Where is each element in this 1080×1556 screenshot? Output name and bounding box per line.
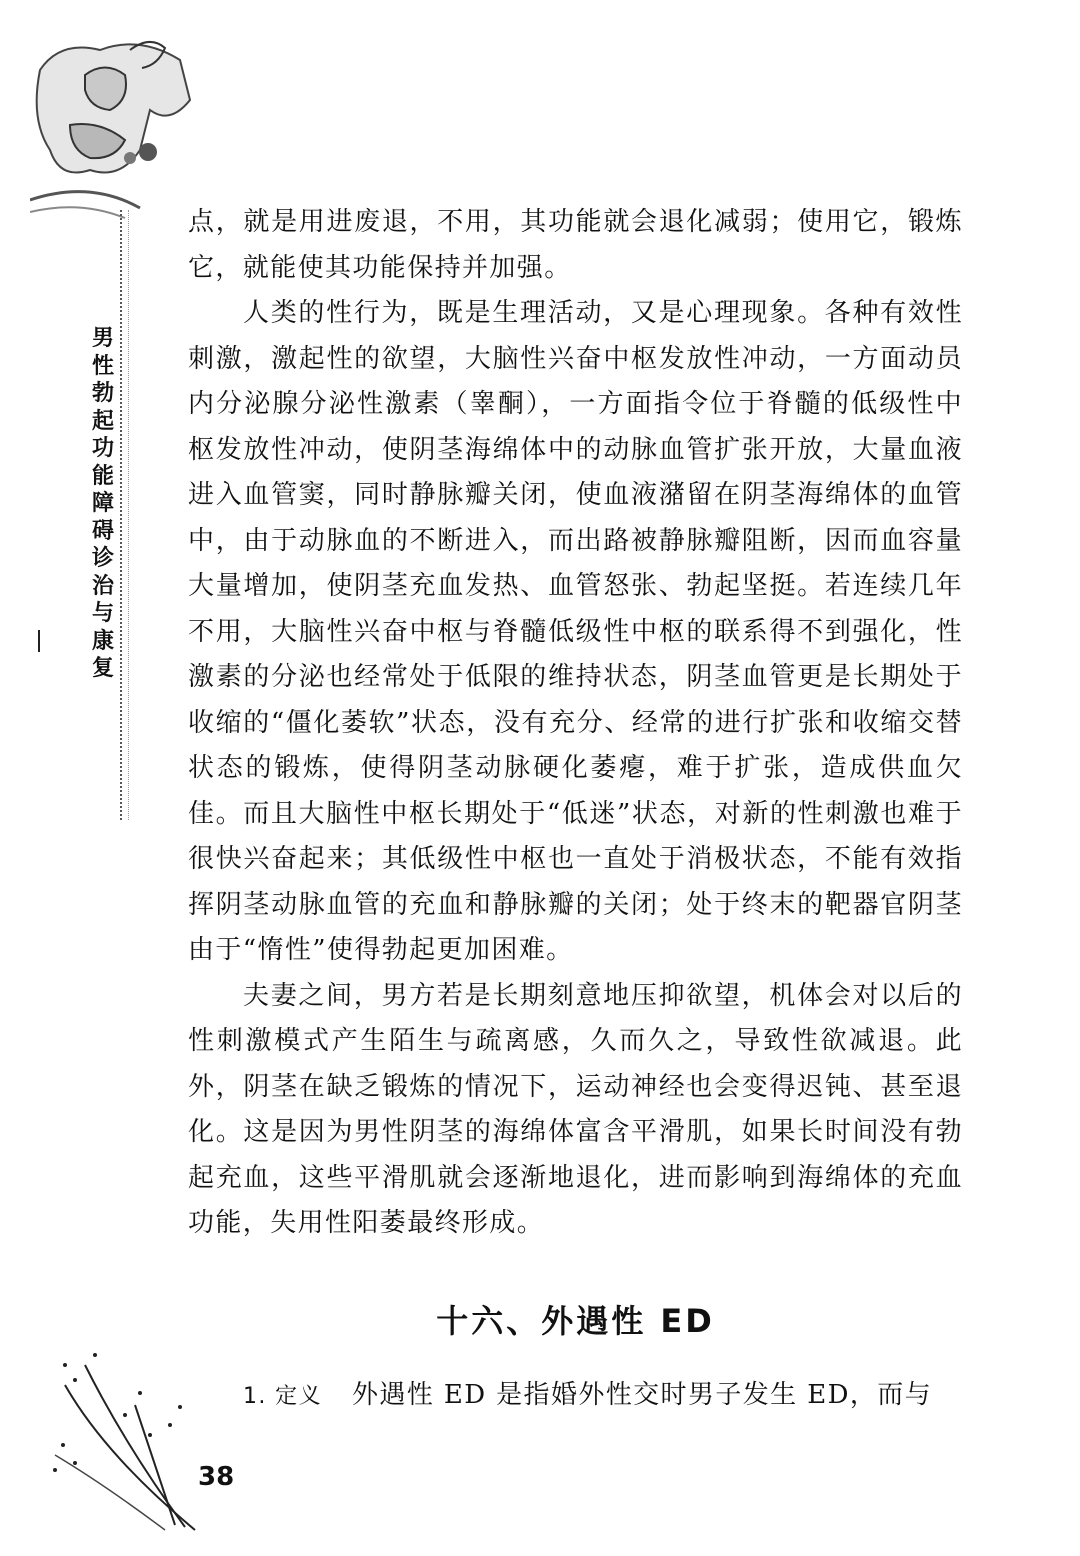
margin-tick-mark <box>38 630 40 652</box>
paragraph: 夫妻之间，男方若是长期刻意地压抑欲望，机体会对以后的性刺激模式产生陌生与疏离感，久而久之，导致性欲减退。此外，阴茎在缺乏锻炼的情况下，运动神经也会变得迟钝、甚至退化。这是因为男性阴茎的海绵体富含平滑肌，如果长时间没有勃起充血，这些平滑肌就会逐渐地退化，进而影响到海绵体的充血功能，失用性阳萎最终形成。 <box>188 980 963 1238</box>
side-title-char: 男 <box>91 326 114 351</box>
side-title-char: 碍 <box>91 518 114 544</box>
side-title-char: 勃 <box>91 381 114 406</box>
book-side-title <box>88 325 118 683</box>
side-title-char: 复 <box>91 656 114 681</box>
body-text <box>188 200 963 1247</box>
sparkle-decoration-icon <box>45 1345 225 1535</box>
section-heading: 十六、外遇性 ED <box>436 1302 715 1340</box>
side-title-char: 功 <box>91 436 114 461</box>
side-title-char: 康 <box>91 628 114 654</box>
definition-line <box>188 1375 963 1417</box>
side-title-char: 性 <box>91 353 114 379</box>
side-title-char: 障 <box>91 491 114 516</box>
side-title-char: 与 <box>91 601 114 626</box>
side-title-char: 能 <box>91 463 114 489</box>
paragraph: 人类的性行为，既是生理活动，又是心理现象。各种有效性刺激，激起性的欲望，大脑性兴奋中枢发放性冲动，一方面动员内分泌腺分泌性激素（睾酮），一方面指令位于脊髓的低级性中枢发放性冲动，使阴茎海绵体中的动脉血管扩张开放，大量血液进入血管窦，同时静脉瓣关闭，使血液潴留在阴茎海绵体的血管中，由于动脉血的不断进入，而出路被静脉瓣阻断，因而血容量大量增加，使阴茎充血发热、血管怒张、勃起坚挺。若连续几年不用，大脑性兴奋中枢与脊髓低级性中枢的联系得不到强化，性激素的分泌也经常处于低限的维持状态，阴茎血管更是长期处于收缩的“僵化萎软”状态，没有充分、经常的进行扩张和收缩交替状态的锻炼，使得阴茎动脉硬化萎瘪，难于扩张，造成供血欠佳。而且大脑性中枢长期处于“低迷”状态，对新的性刺激也难于很快兴奋起来；其低级性中枢也一直处于消极状态，不能有效指挥阴茎动脉血管的充血和静脉瓣的关闭；处于终末的靶器官阴茎由于“惰性”使得勃起更加困难。 <box>188 298 963 965</box>
paragraph-continuation: 点，就是用进废退，不用，其功能就会退化减弱；使用它，锻炼它，就能使其功能保持并加强。 <box>188 207 963 283</box>
definition-label: 1. 定义 <box>243 1384 322 1409</box>
side-title-char: 起 <box>91 408 114 434</box>
side-title-char: 诊 <box>91 546 114 571</box>
page-number: 38 <box>198 1462 235 1492</box>
definition-text: 外遇性 ED 是指婚外性交时男子发生 ED，而与 <box>351 1380 933 1410</box>
bodybuilder-illustration-icon <box>30 30 200 220</box>
side-title-char: 治 <box>91 573 114 599</box>
margin-dotted-rule-inner <box>128 210 129 820</box>
margin-dotted-rule <box>120 210 122 820</box>
